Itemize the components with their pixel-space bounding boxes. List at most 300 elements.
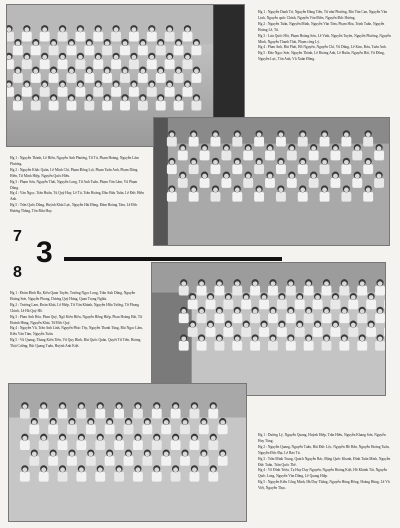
student-face [194, 69, 199, 74]
student-face [181, 336, 186, 341]
student-face [257, 188, 262, 193]
student-face [235, 188, 240, 193]
student-face [88, 452, 93, 457]
student-shirt [241, 327, 251, 337]
student-shirt [208, 472, 218, 482]
student-shirt [309, 178, 319, 188]
student-face [33, 96, 38, 101]
student-shirt [174, 45, 184, 55]
student-face [173, 436, 178, 441]
student-shirt [254, 192, 264, 202]
student-face [167, 83, 172, 88]
student-face [192, 436, 197, 441]
student-shirt [243, 178, 253, 188]
student-face [60, 55, 65, 60]
student-shirt [197, 286, 207, 296]
student-shirt [75, 32, 85, 42]
student-shirt [320, 192, 330, 202]
student-shirt [276, 164, 286, 174]
student-face [69, 41, 74, 46]
student-face [333, 295, 338, 300]
student-face [351, 295, 356, 300]
student-face [342, 309, 347, 314]
student-shirt [147, 59, 157, 69]
student-face [211, 467, 216, 472]
student-shirt [167, 164, 177, 174]
student-face [235, 160, 240, 165]
student-shirt [322, 341, 332, 351]
student-face [194, 96, 199, 101]
student-face [226, 323, 231, 328]
student-shirt [84, 101, 94, 111]
student-shirt [174, 101, 184, 111]
student-shirt [167, 137, 177, 147]
student-shirt [189, 137, 199, 147]
student-face [96, 27, 101, 32]
student-face [22, 404, 27, 409]
student-shirt [250, 286, 260, 296]
student-face [154, 467, 159, 472]
student-face [246, 146, 251, 151]
student-face [311, 174, 316, 179]
student-shirt [31, 45, 41, 55]
student-shirt [304, 313, 314, 323]
student-shirt [165, 87, 175, 97]
student-face [279, 132, 284, 137]
caption-line: Hg 2 : Trương Lam, Đoàn Khải, Lê Hiệp, Từ Văn Khánh, Nguyễn Hữu Tường, Từ Phong Chính, Lê Hà Quý Hồ. [10, 302, 139, 313]
student-face [300, 132, 305, 137]
student-shirt [298, 192, 308, 202]
student-face [257, 132, 262, 137]
student-shirt [171, 472, 181, 482]
student-face [33, 69, 38, 74]
student-face [333, 174, 338, 179]
student-shirt [84, 45, 94, 55]
student-face [60, 83, 65, 88]
student-shirt [129, 32, 139, 42]
student-shirt [40, 32, 50, 42]
student-shirt [295, 299, 305, 309]
student-shirt [58, 87, 68, 97]
student-face [300, 160, 305, 165]
student-face [16, 96, 21, 101]
student-face [194, 41, 199, 46]
student-face [311, 146, 316, 151]
student-face [344, 160, 349, 165]
student-shirt [142, 424, 152, 434]
student-face [60, 436, 65, 441]
student-face [114, 55, 119, 60]
student-shirt [366, 299, 376, 309]
student-face [78, 83, 83, 88]
student-face [297, 295, 302, 300]
student-face [16, 41, 21, 46]
student-shirt [206, 327, 216, 337]
student-face [136, 404, 141, 409]
student-shirt [114, 472, 124, 482]
student-face [355, 146, 360, 151]
caption-line: Hg 5 : Nguyễn Kiều Công Minh, Hà Duy Thắng, Nguyễn Hùng Đông, Hoàng Hùng, Lê Vũ Việt, Nguyễn Thạc. [258, 480, 390, 491]
student-face [355, 174, 360, 179]
student-shirt [133, 472, 143, 482]
student-shirt [357, 313, 367, 323]
student-face [244, 323, 249, 328]
student-face [366, 188, 371, 193]
class-photo-middle-right [153, 117, 390, 246]
student-shirt [254, 164, 264, 174]
student-face [235, 132, 240, 137]
student-shirt [75, 87, 85, 97]
student-shirt [348, 327, 358, 337]
caption-line: Hg 4 : Nguyễn Vũ, Trần Anh Linh, Nguyễn Phúc Thy, Nguyễn Thanh Tùng, Bùi Ngọc Lâm, Kiều Văn Tám, Nguyễn Tuấn. [10, 326, 143, 337]
student-face [199, 336, 204, 341]
student-face [315, 323, 320, 328]
student-shirt [114, 440, 124, 450]
student-shirt [129, 87, 139, 97]
student-face [235, 281, 240, 286]
student-face [306, 281, 311, 286]
student-face [191, 132, 196, 137]
student-face [176, 69, 181, 74]
student-face [324, 336, 329, 341]
student-shirt [357, 286, 367, 296]
student-shirt [165, 32, 175, 42]
student-shirt [254, 137, 264, 147]
student-face [169, 160, 174, 165]
student-shirt [189, 192, 199, 202]
student-shirt [191, 45, 201, 55]
student-shirt [120, 101, 130, 111]
student-shirt [223, 327, 233, 337]
caption-line: Hg 1 : Đoàn Đình Hạ, Kiều Quan Tuyến, Trương Ngọc Long, Trần Anh Dũng, Nguyễn Hoàng Sơn, Nguyễn Phong, Dương Quý Hưng, Quan Trọng Nghĩa. [10, 291, 136, 301]
student-face [351, 323, 356, 328]
student-shirt [268, 341, 278, 351]
student-face [96, 55, 101, 60]
caption-line: Hg 4 : Phan Anh, Bùi Phát, Hồ Nguyên, Nguyễn Chí, Vũ Dũng, Lê Kim, Bưu, Tuấn Anh. [258, 45, 387, 50]
caption-line: Hg 2 : Nguyễn Quang, Nguyễn Tuấn, Bùi Đức Lộc, Nguyễn Hồ Hân, Nguyễn Hoàng Tuấn, Nguyễn Đức Đạt, Lê Bảo Tú. [258, 444, 390, 455]
student-shirt [286, 341, 296, 351]
student-face [41, 467, 46, 472]
student-face [185, 27, 190, 32]
student-face [201, 420, 206, 425]
student-shirt [197, 313, 207, 323]
student-shirt [29, 456, 39, 466]
student-shirt [66, 45, 76, 55]
student-shirt [357, 341, 367, 351]
student-shirt [200, 150, 210, 160]
student-shirt [366, 327, 376, 337]
student-shirt [114, 409, 124, 419]
student-face [149, 55, 154, 60]
student-shirt [86, 456, 96, 466]
student-face [377, 146, 382, 151]
student-face [280, 323, 285, 328]
student-shirt [375, 313, 385, 323]
student-shirt [250, 341, 260, 351]
student-face [344, 132, 349, 137]
student-shirt [22, 59, 32, 69]
student-shirt [330, 150, 340, 160]
student-shirt [95, 472, 105, 482]
student-face [192, 404, 197, 409]
student-face [213, 188, 218, 193]
student-shirt [165, 59, 175, 69]
student-face [185, 83, 190, 88]
student-shirt [375, 286, 385, 296]
student-shirt [39, 409, 49, 419]
student-face [42, 27, 47, 32]
student-shirt [156, 73, 166, 83]
student-face [185, 55, 190, 60]
student-face [114, 83, 119, 88]
student-face [140, 41, 145, 46]
student-face [377, 174, 382, 179]
student-face [117, 436, 122, 441]
student-face [51, 420, 56, 425]
student-face [98, 467, 103, 472]
student-face [366, 160, 371, 165]
student-face [158, 96, 163, 101]
student-shirt [152, 440, 162, 450]
student-face [69, 96, 74, 101]
student-shirt [174, 73, 184, 83]
student-shirt [133, 409, 143, 419]
student-shirt [232, 286, 242, 296]
caption-top-right [258, 10, 392, 63]
caption-line: Hg 3 : Phạm Sơn, Nguyễn Thái, Nguyễn Long, Từ Anh Tuấn, Phạm Văn Lâm, Vũ Phạm Dũng. [10, 179, 138, 190]
student-shirt [232, 341, 242, 351]
student-face [22, 436, 27, 441]
student-face [288, 281, 293, 286]
student-face [202, 174, 207, 179]
student-shirt [211, 164, 221, 174]
student-shirt [304, 286, 314, 296]
student-face [342, 336, 347, 341]
student-shirt [138, 73, 148, 83]
student-face [369, 295, 374, 300]
student-shirt [138, 45, 148, 55]
student-face [16, 69, 21, 74]
student-face [180, 146, 185, 151]
student-shirt [218, 456, 228, 466]
student-face [191, 188, 196, 193]
student-face [24, 55, 29, 60]
student-face [167, 55, 172, 60]
student-shirt [191, 73, 201, 83]
student-shirt [20, 409, 30, 419]
student-face [235, 336, 240, 341]
student-face [360, 336, 365, 341]
student-shirt [7, 32, 14, 42]
student-shirt [13, 45, 23, 55]
caption-line: Hg 1 : Nguyễn Danh Trí, Nguyễn Đăng Tiến, Từ như Phương, Bùi Văn Can, Nguyễn Văn Lịnh, Nguyễn quốc Chính, Nguyễn Văn Điền, Nguyễn Đức Hương. [258, 10, 388, 20]
student-face [344, 188, 349, 193]
student-face [360, 309, 365, 314]
divider-rule [64, 257, 282, 261]
student-face [217, 336, 222, 341]
student-face [190, 295, 195, 300]
student-face [51, 69, 56, 74]
student-shirt [58, 32, 68, 42]
student-face [78, 27, 83, 32]
student-shirt [76, 409, 86, 419]
student-face [126, 420, 131, 425]
student-face [280, 295, 285, 300]
student-shirt [268, 313, 278, 323]
student-face [253, 309, 258, 314]
student-shirt [67, 424, 77, 434]
caption-line: Hg 3 : Lưu Quốc Hồi, Phạm Hoàng Sơn, Lê Vinh, Nguyễn Tuyên, Nguyễn Phương, Nguyễn Minh, Nguyễn Thanh Thái, Phạm công Lý. [258, 33, 391, 44]
student-face [253, 281, 258, 286]
student-shirt [31, 73, 41, 83]
student-face [366, 132, 371, 137]
student-face [333, 146, 338, 151]
big-number-3: 3 [36, 236, 53, 269]
student-shirt [363, 137, 373, 147]
student-shirt [183, 59, 193, 69]
student-face [208, 323, 213, 328]
student-shirt [95, 440, 105, 450]
student-shirt [180, 424, 190, 434]
student-shirt [147, 32, 157, 42]
student-shirt [295, 327, 305, 337]
student-face [41, 436, 46, 441]
student-shirt [243, 150, 253, 160]
student-face [98, 436, 103, 441]
student-face [190, 323, 195, 328]
student-face [140, 69, 145, 74]
student-face [213, 160, 218, 165]
student-shirt [147, 87, 157, 97]
student-shirt [66, 101, 76, 111]
student-shirt [189, 164, 199, 174]
student-shirt [13, 101, 23, 111]
student-shirt [232, 313, 242, 323]
student-face [158, 41, 163, 46]
student-face [98, 404, 103, 409]
student-face [257, 160, 262, 165]
student-face [136, 467, 141, 472]
caption-line: Hg 3 : Phan Anh Hòa, Phan Quý, Ngô Kiến Hiếu, Nguyễn Hồng Hiệp, Phan Hoàng Hải, Từ Hoành Hùng, Nguyễn Khải, Từ Đức Quý. [10, 314, 143, 325]
student-shirt [93, 87, 103, 97]
student-shirt [208, 440, 218, 450]
student-face [51, 96, 56, 101]
student-shirt [29, 424, 39, 434]
student-shirt [178, 178, 188, 188]
student-shirt [304, 341, 314, 351]
student-shirt [374, 150, 384, 160]
student-shirt [93, 59, 103, 69]
student-shirt [39, 440, 49, 450]
student-face [297, 323, 302, 328]
student-face [199, 309, 204, 314]
class-label-7: 7 [13, 228, 22, 245]
student-face [176, 96, 181, 101]
caption-lower-left [10, 291, 143, 350]
student-face [105, 69, 110, 74]
student-shirt [191, 101, 201, 111]
student-face [164, 420, 169, 425]
student-shirt [309, 150, 319, 160]
student-face [78, 55, 83, 60]
student-face [208, 295, 213, 300]
student-face [315, 295, 320, 300]
student-shirt [120, 73, 130, 83]
student-shirt [200, 178, 210, 188]
student-face [145, 452, 150, 457]
student-shirt [250, 313, 260, 323]
student-shirt [313, 299, 323, 309]
student-shirt [95, 409, 105, 419]
student-face [378, 309, 383, 314]
student-face [271, 336, 276, 341]
student-face [180, 174, 185, 179]
student-face [70, 420, 75, 425]
student-face [87, 96, 92, 101]
student-face [279, 188, 284, 193]
student-shirt [259, 299, 269, 309]
student-face [132, 27, 137, 32]
student-face [253, 336, 258, 341]
student-face [378, 336, 383, 341]
student-shirt [66, 73, 76, 83]
student-face [322, 160, 327, 165]
student-face [164, 452, 169, 457]
student-face [105, 96, 110, 101]
student-shirt [48, 456, 58, 466]
student-shirt [124, 456, 134, 466]
student-shirt [214, 286, 224, 296]
student-face [369, 323, 374, 328]
student-face [181, 309, 186, 314]
student-shirt [75, 59, 85, 69]
student-face [154, 404, 159, 409]
student-face [70, 452, 75, 457]
student-face [306, 336, 311, 341]
student-shirt [241, 299, 251, 309]
student-face [268, 146, 273, 151]
class-photo-lower-right-image [152, 263, 385, 395]
student-shirt [232, 192, 242, 202]
student-shirt [384, 327, 385, 337]
class-photo-middle-right-image [154, 118, 389, 245]
student-shirt [179, 341, 189, 351]
caption-bottom-right [258, 433, 391, 492]
student-face [226, 295, 231, 300]
student-shirt [152, 472, 162, 482]
student-face [32, 420, 37, 425]
student-shirt [320, 164, 330, 174]
student-shirt [20, 440, 30, 450]
student-face [246, 174, 251, 179]
student-face [69, 69, 74, 74]
student-face [42, 83, 47, 88]
student-shirt [223, 299, 233, 309]
student-face [154, 436, 159, 441]
student-face [191, 160, 196, 165]
student-shirt [313, 327, 323, 337]
student-face [322, 188, 327, 193]
student-face [149, 83, 154, 88]
student-shirt [142, 456, 152, 466]
student-shirt [221, 178, 231, 188]
student-shirt [93, 32, 103, 42]
student-face [262, 295, 267, 300]
student-face [79, 436, 84, 441]
student-face [235, 309, 240, 314]
student-shirt [298, 164, 308, 174]
student-face [51, 41, 56, 46]
